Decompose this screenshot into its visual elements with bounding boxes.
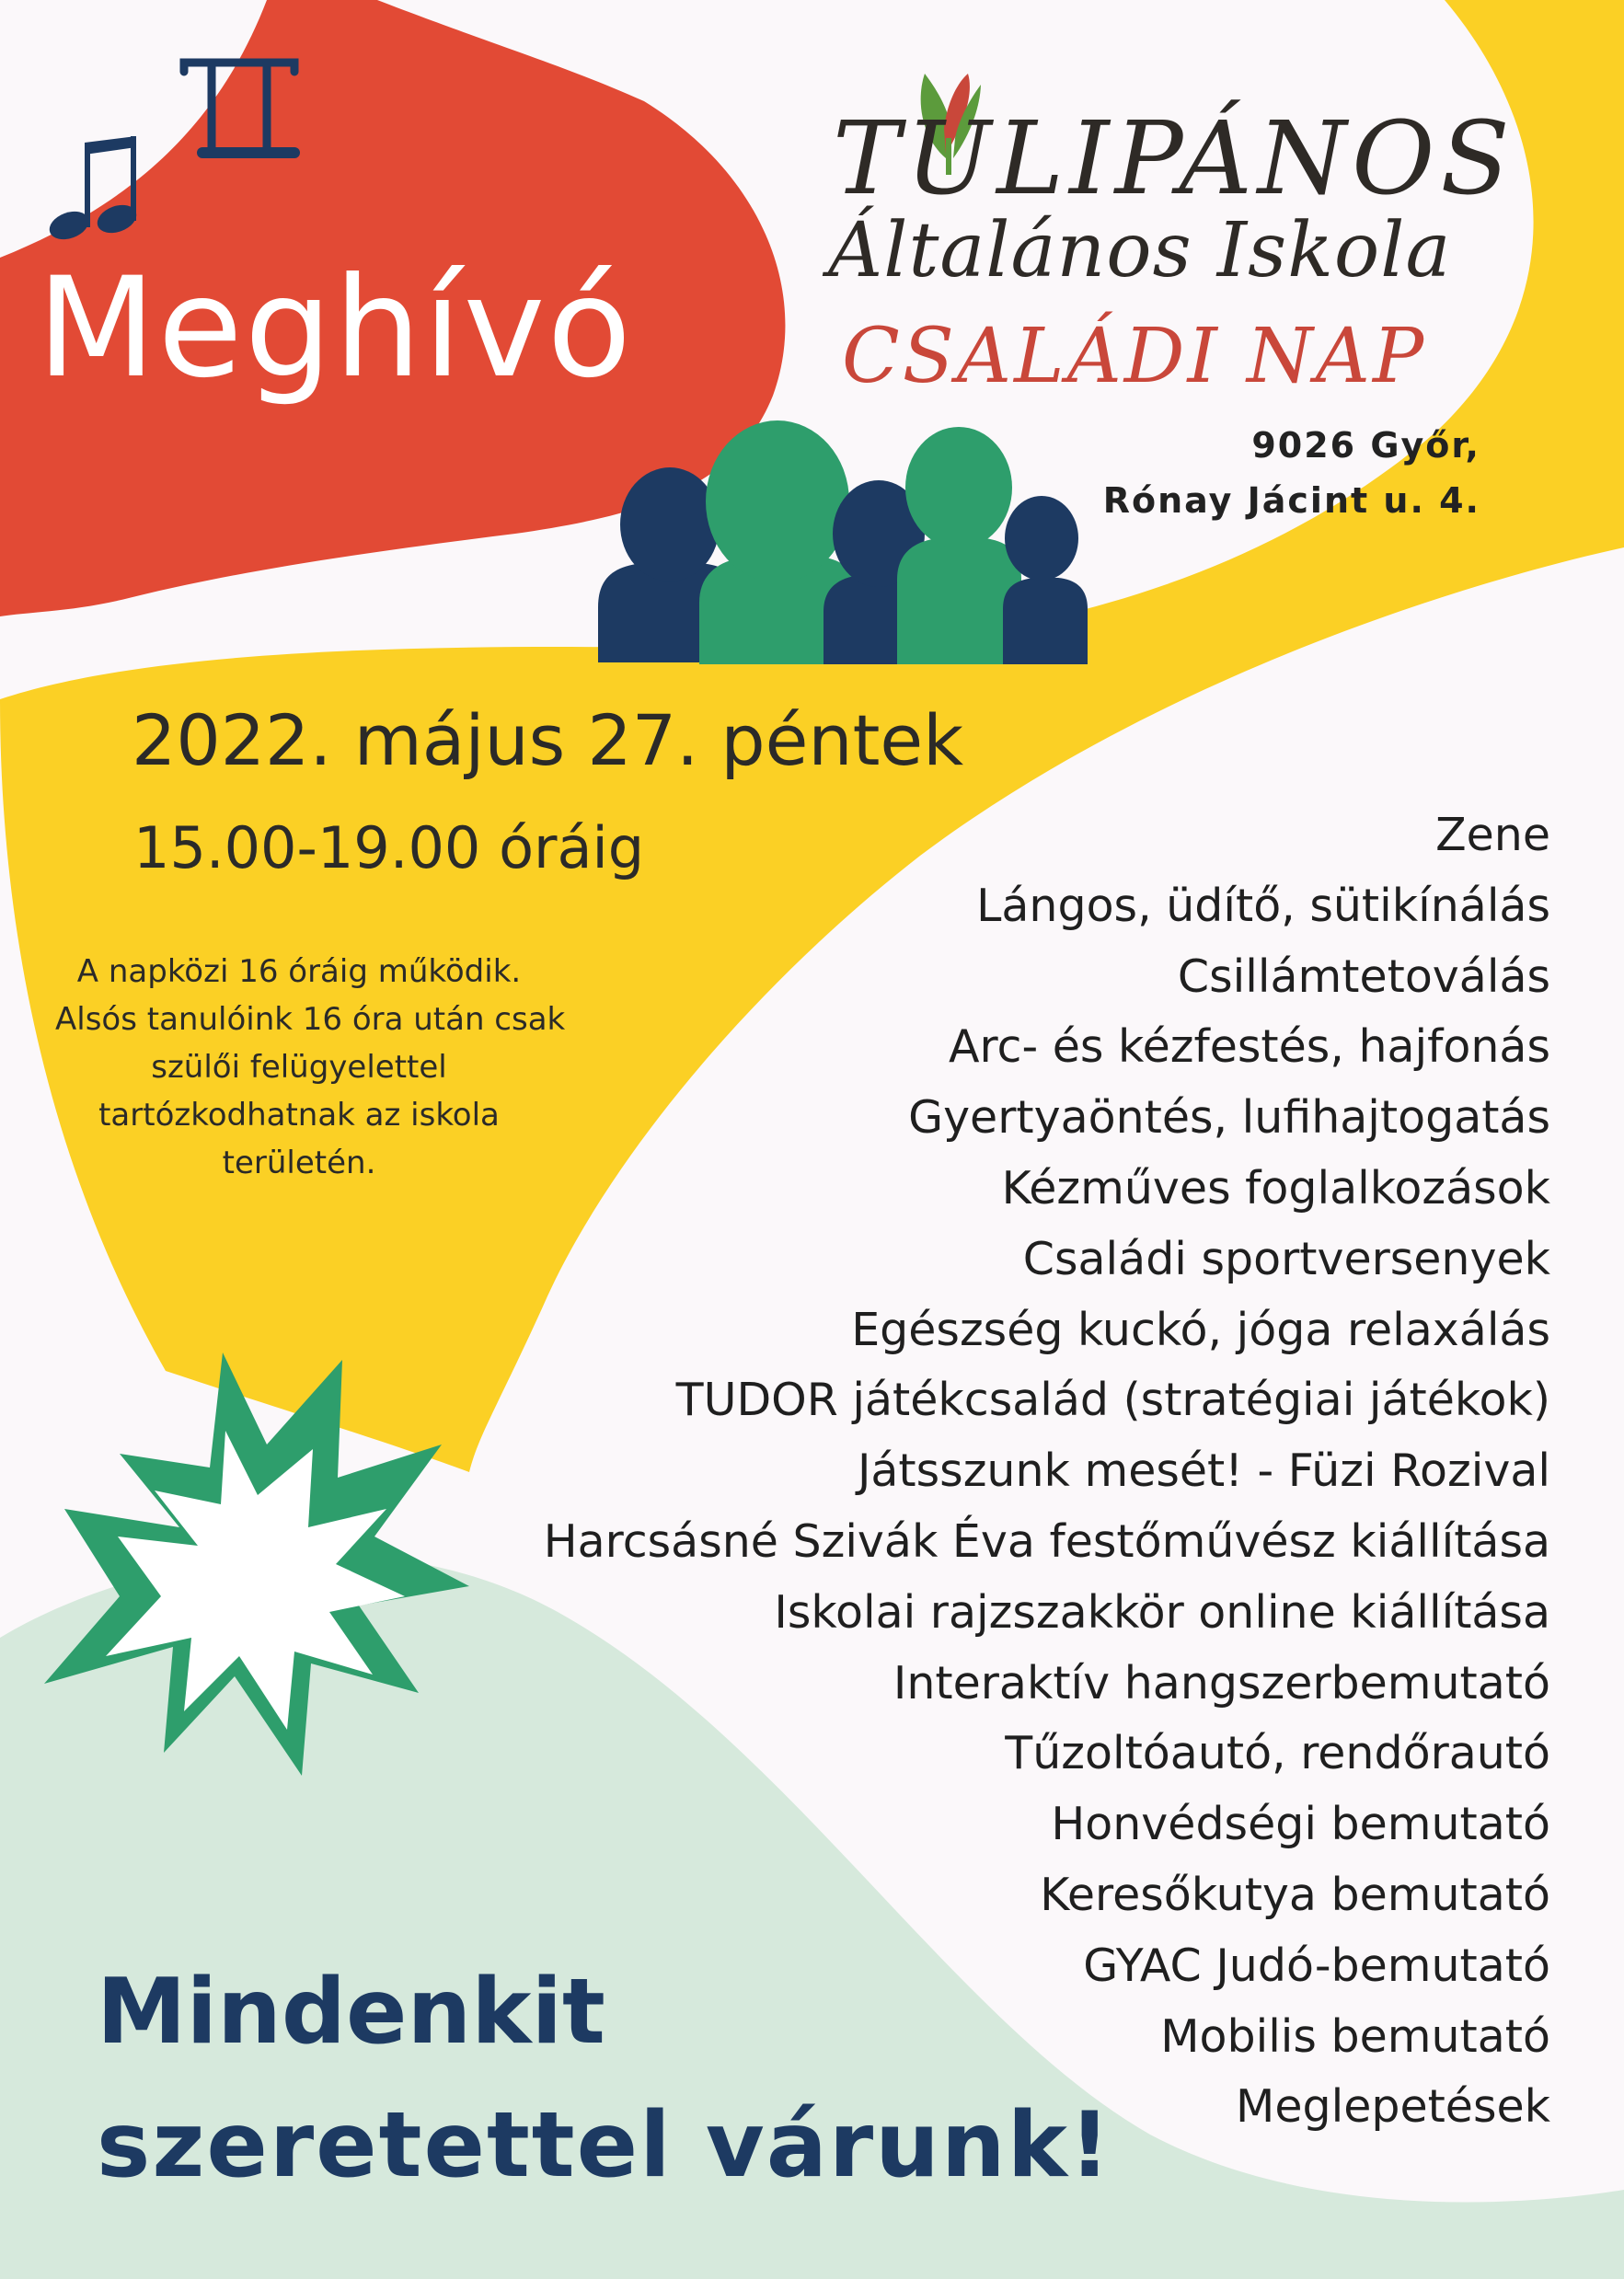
program-item: Interaktív hangszerbemutató <box>893 1656 1550 1709</box>
note-line: Alsós tanulóink 16 óra után csak <box>55 1001 566 1038</box>
welcome-line-1: Mindenkit <box>97 1960 605 2065</box>
program-item: Harcsásné Szivák Éva festőművész kiállítása <box>543 1514 1550 1568</box>
program-item: TUDOR játékcsalád (stratégiai játékok) <box>675 1374 1550 1427</box>
program-item: Zene <box>1435 809 1550 861</box>
program-item: Mobilis bemutató <box>1160 2009 1550 2063</box>
program-item: Kézműves foglalkozások <box>1001 1161 1550 1214</box>
program-item: Egészség kuckó, jóga relaxálás <box>851 1303 1550 1356</box>
note-line: szülői felügyelettel <box>151 1049 447 1086</box>
program-item: Iskolai rajzszakkör online kiállítása <box>774 1585 1550 1639</box>
event-date: 2022. május 27. péntek <box>132 699 964 781</box>
program-item: GYAC Judó-bemutató <box>1083 1939 1550 1992</box>
program-item: Arc- és kézfestés, hajfonás <box>948 1020 1550 1074</box>
program-item: Keresőkutya bemutató <box>1040 1868 1550 1921</box>
program-item: Csillámtetoválás <box>1177 950 1550 1003</box>
program-item: Tűzoltóautó, rendőrautó <box>1005 1727 1550 1780</box>
school-type: Általános Iskola <box>828 207 1452 294</box>
program-item: Meglepetések <box>1236 2080 1550 2134</box>
school-name: TULIPÁNOS <box>833 99 1515 217</box>
note-line: tartózkodhatnak az iskola <box>98 1097 500 1134</box>
program-item: Lángos, üdítő, sütikínálás <box>976 879 1550 932</box>
program-item: Honvédségi bemutató <box>1051 1798 1550 1851</box>
address-line-2: Rónay Jácint u. 4. <box>1102 480 1480 521</box>
note-line: A napközi 16 óráig működik. <box>76 953 522 990</box>
program-item: Családi sportversenyek <box>1022 1232 1550 1285</box>
program-item: Gyertyaöntés, lufihajtogatás <box>908 1091 1550 1145</box>
invitation-title: Meghívó <box>37 248 634 409</box>
program-list <box>354 800 1550 2143</box>
event-name: CSALÁDI NAP <box>842 313 1427 400</box>
program-item: Játsszunk mesét! - Füzi Rozival <box>857 1445 1550 1498</box>
note-line: területén. <box>222 1145 376 1181</box>
welcome-line-2: szeretettel várunk! <box>97 2093 1112 2198</box>
address-line-1: 9026 Győr, <box>1251 425 1480 466</box>
event-time: 15.00-19.00 óráig <box>133 814 645 881</box>
